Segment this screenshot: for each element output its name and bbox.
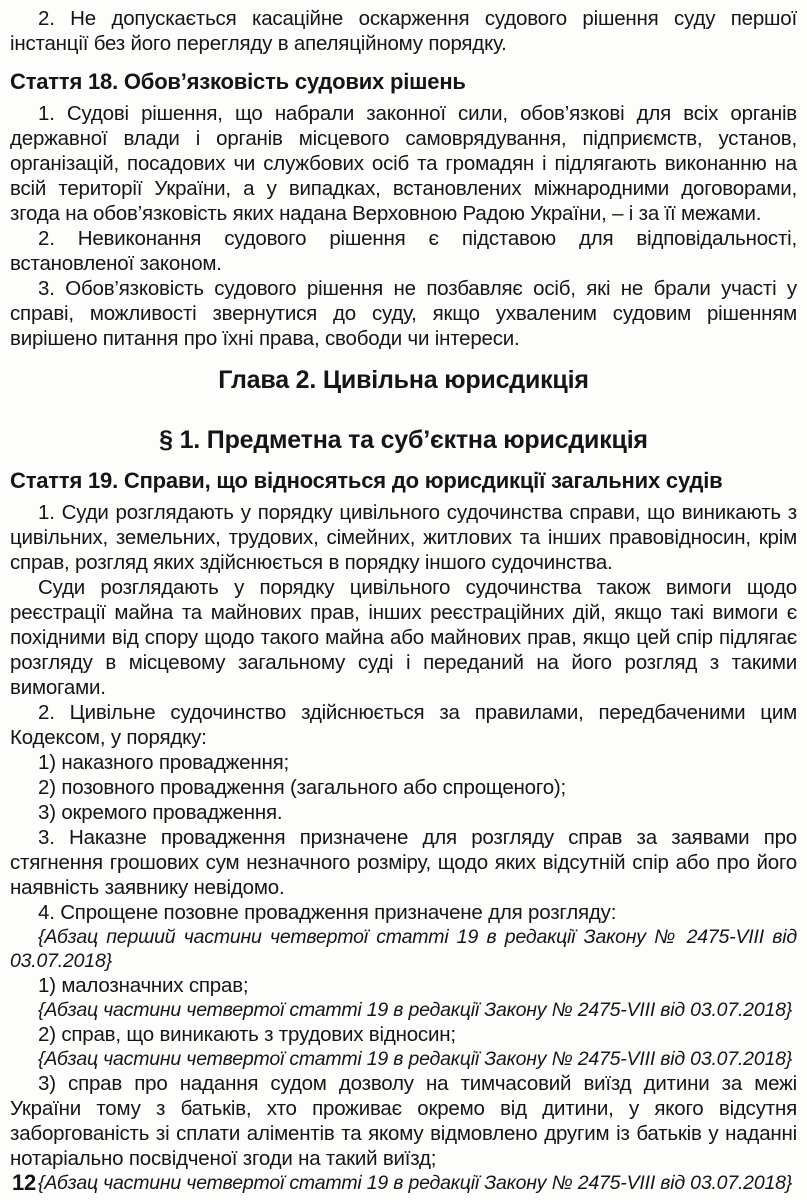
list-item: 1) наказного провадження; [38, 751, 289, 774]
amendment-note: {Абзац перший частини четвертої статті 19 в редакції Закону № 2475-VIII від 03.07.2018} [10, 926, 797, 972]
paragraph: 1. Суди розглядають у порядку цивільного судочинства справи, що виникають з цивільних, земельних, трудових, сімейних, житлових та інших правовідносин, крім справ, розгляд яких здійснюється в порядку іншого судочинства. [10, 501, 797, 574]
list-item: 1) малозначних справ; [38, 974, 249, 997]
list-item: 2) позовного провадження (загального або спрощеного); [38, 776, 567, 799]
amendment-note: {Абзац частини четвертої статті 19 в редакції Закону № 2475-VIII від 03.07.2018} [38, 999, 793, 1021]
paragraph: 2. Цивільне судочинство здійснюється за правилами, передбаченими цим Кодексом, у порядку: [10, 701, 797, 749]
paragraph-continuation: 2. Не допускається касаційне оскарження судового рішення суду першої інстанції без його перегляду в апеляційному порядку. [10, 7, 797, 55]
list-item: 2) справ, що виникають з трудових відносин; [38, 1023, 456, 1046]
list-item: 3) окремого провадження. [38, 801, 283, 824]
paragraph: 2. Невиконання судового рішення є підставою для відповідальності, встановленої законом. [10, 227, 797, 275]
article-19-heading: Стаття 19. Справи, що відносяться до юрисдикції загальних судів [10, 468, 723, 493]
amendment-note: {Абзац частини четвертої статті 19 в редакції Закону № 2475-VIII від 03.07.2018} [38, 1048, 793, 1070]
section-heading: § 1. Предметна та суб’єктна юрисдикція [159, 426, 648, 454]
chapter-heading: Глава 2. Цивільна юрисдикція [218, 366, 589, 394]
paragraph: 1. Судові рішення, що набрали законної сили, обов’язкові для всіх органів державної влади і органів місцевого самоврядування, підприємств, установ, організацій, посадових чи службових осіб та громадян і підлягають виконанню на всій території України, а у випадках, встановлених міжнародними договорами, згода на обов’язковість яких надана Верховною Радою України, – і за її межами. [10, 102, 797, 225]
paragraph: Суди розглядають у порядку цивільного судочинства також вимоги щодо реєстрації майна та майнових прав, інших реєстраційних дій, якщо такі вимоги є похідними від спору щодо такого майна або майнових прав, якщо цей спір підлягає розгляду в місцевому загальному суді і переданий на його розгляд з такими вимогами. [10, 576, 797, 699]
list-item: 3) справ про надання судом дозволу на тимчасовий виїзд дитини за межі України тому з батьків, хто проживає окремо від дитини, у якого відсутня заборгованість зі сплати аліментів та якому відмовлено другим із батьків у наданні нотаріально посвідченої згоди на такий виїзд; [10, 1072, 797, 1170]
paragraph: 3. Наказне провадження призначене для розгляду справ за заявами про стягнення грошових сум незначного розміру, щодо яких відсутній спір або про його наявність заявнику невідомо. [10, 826, 797, 899]
article-18-heading: Стаття 18. Обов’язковість судових рішень [10, 69, 466, 94]
amendment-note: {Абзац частини четвертої статті 19 в редакції Закону № 2475-VIII від 03.07.2018} [38, 1172, 793, 1194]
paragraph: 3. Обов’язковість судового рішення не позбавляє осіб, які не брали участі у справі, можливості звернутися до суду, якщо ухваленим судовим рішенням вирішено питання про їхні права, свободи чи інтереси. [10, 277, 797, 350]
paragraph: 4. Спрощене позовне провадження призначене для розгляду: [38, 901, 617, 924]
page-number: 12 [12, 1170, 37, 1195]
